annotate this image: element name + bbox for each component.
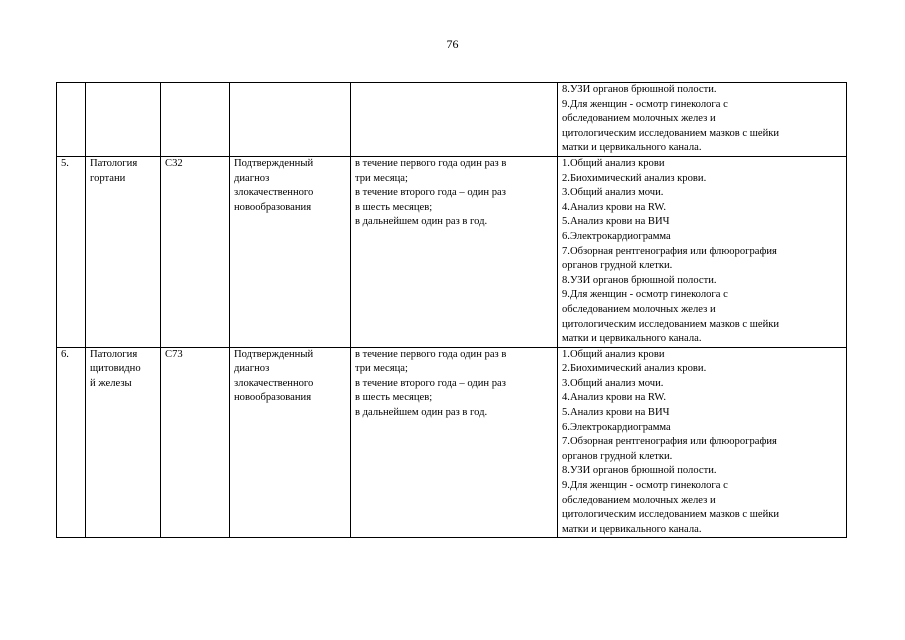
cell-diagnosis [230,156,351,347]
exam-line: 2.Биохимический анализ крови. [562,172,707,184]
freq-line: три месяца; [355,363,408,375]
cell-name [86,83,161,157]
freq-line: три месяца; [355,172,408,184]
diag-line: новообразования [234,392,312,404]
freq-line: в течение первого года один раз в [355,157,507,169]
exam-line: 7.Обзорная рентгенография или флюорография [562,245,777,257]
cell-frequency [351,83,558,157]
exam-line: обследованием молочных желез и [562,494,716,506]
name-line: щитовидно [90,363,141,375]
cell-num: 6. [57,347,86,538]
freq-line: в шесть месяцев; [355,201,433,213]
cell-name [86,156,161,347]
freq-line: в течение первого года один раз в [355,348,507,360]
screening-table [56,82,847,538]
exam-line: обследованием молочных желез и [562,113,716,125]
exam-line: матки и цервикального канала. [562,333,702,345]
exam-line: 6.Электрокардиограмма [562,230,671,242]
exam-line: 7.Обзорная рентгенография или флюорография [562,436,777,448]
name-line: й железы [90,377,132,389]
exam-line: 3.Общий анализ мочи. [562,187,664,199]
exam-line: 2.Биохимический анализ крови. [562,363,707,375]
exam-line: 3.Общий анализ мочи. [562,377,664,389]
cell-examinations [558,83,847,157]
name-line: гортани [90,172,126,184]
diag-line: диагноз [234,363,270,375]
exam-line: органов грудной клетки. [562,260,673,272]
diag-line: злокачественного [234,377,314,389]
exam-line: цитологическим исследованием мазков с шейки [562,318,780,330]
diag-line: злокачественного [234,187,314,199]
freq-line: в дальнейшем один раз в год. [355,407,488,419]
diag-line: Подтвержденный [234,157,314,169]
exam-line: цитологическим исследованием мазков с шейки [562,509,780,521]
cell-code: C32 [161,156,230,347]
diag-line: Подтвержденный [234,348,314,360]
diag-line: новообразования [234,201,312,213]
cell-code: C73 [161,347,230,538]
exam-line: 6.Электрокардиограмма [562,421,671,433]
cell-name [86,347,161,538]
cell-code [161,83,230,157]
cell-examinations [558,156,847,347]
exam-line: 8.УЗИ органов брюшной полости. [562,84,717,95]
exam-line: 4.Анализ крови на RW. [562,201,667,213]
page-number: 76 [446,37,459,51]
exam-line: 9.Для женщин - осмотр гинеколога с [562,98,728,110]
exam-line: 1.Общий анализ крови [562,157,665,169]
exam-line: органов грудной клетки. [562,450,673,462]
exam-line: матки и цервикального канала. [562,523,702,535]
freq-line: в течение второго года – один раз [355,187,506,199]
exam-line: 4.Анализ крови на RW. [562,392,667,404]
exam-line: 5.Анализ крови на ВИЧ [562,216,670,228]
diag-line: диагноз [234,172,270,184]
cell-frequency [351,156,558,347]
cell-num: 5. [57,156,86,347]
cell-diagnosis [230,83,351,157]
table-row [57,347,847,538]
exam-line: обследованием молочных желез и [562,303,716,315]
cell-examinations [558,347,847,538]
cell-num [57,83,86,157]
cell-diagnosis [230,347,351,538]
freq-line: в шесть месяцев; [355,392,433,404]
exam-line: цитологическим исследованием мазков с шейки [562,127,780,139]
exam-line: 8.УЗИ органов брюшной полости. [562,274,717,286]
cell-frequency [351,347,558,538]
exam-line: 9.Для женщин - осмотр гинеколога с [562,289,728,301]
freq-line: в течение второго года – один раз [355,377,506,389]
exam-line: 1.Общий анализ крови [562,348,665,360]
table-row-continuation [57,83,847,157]
name-line: Патология [90,348,138,360]
table-row [57,156,847,347]
exam-line: 8.УЗИ органов брюшной полости. [562,465,717,477]
name-line: Патология [90,157,138,169]
exam-line: матки и цервикального канала. [562,142,702,154]
exam-line: 5.Анализ крови на ВИЧ [562,407,670,419]
exam-line: 9.Для женщин - осмотр гинеколога с [562,480,728,492]
freq-line: в дальнейшем один раз в год. [355,216,488,228]
